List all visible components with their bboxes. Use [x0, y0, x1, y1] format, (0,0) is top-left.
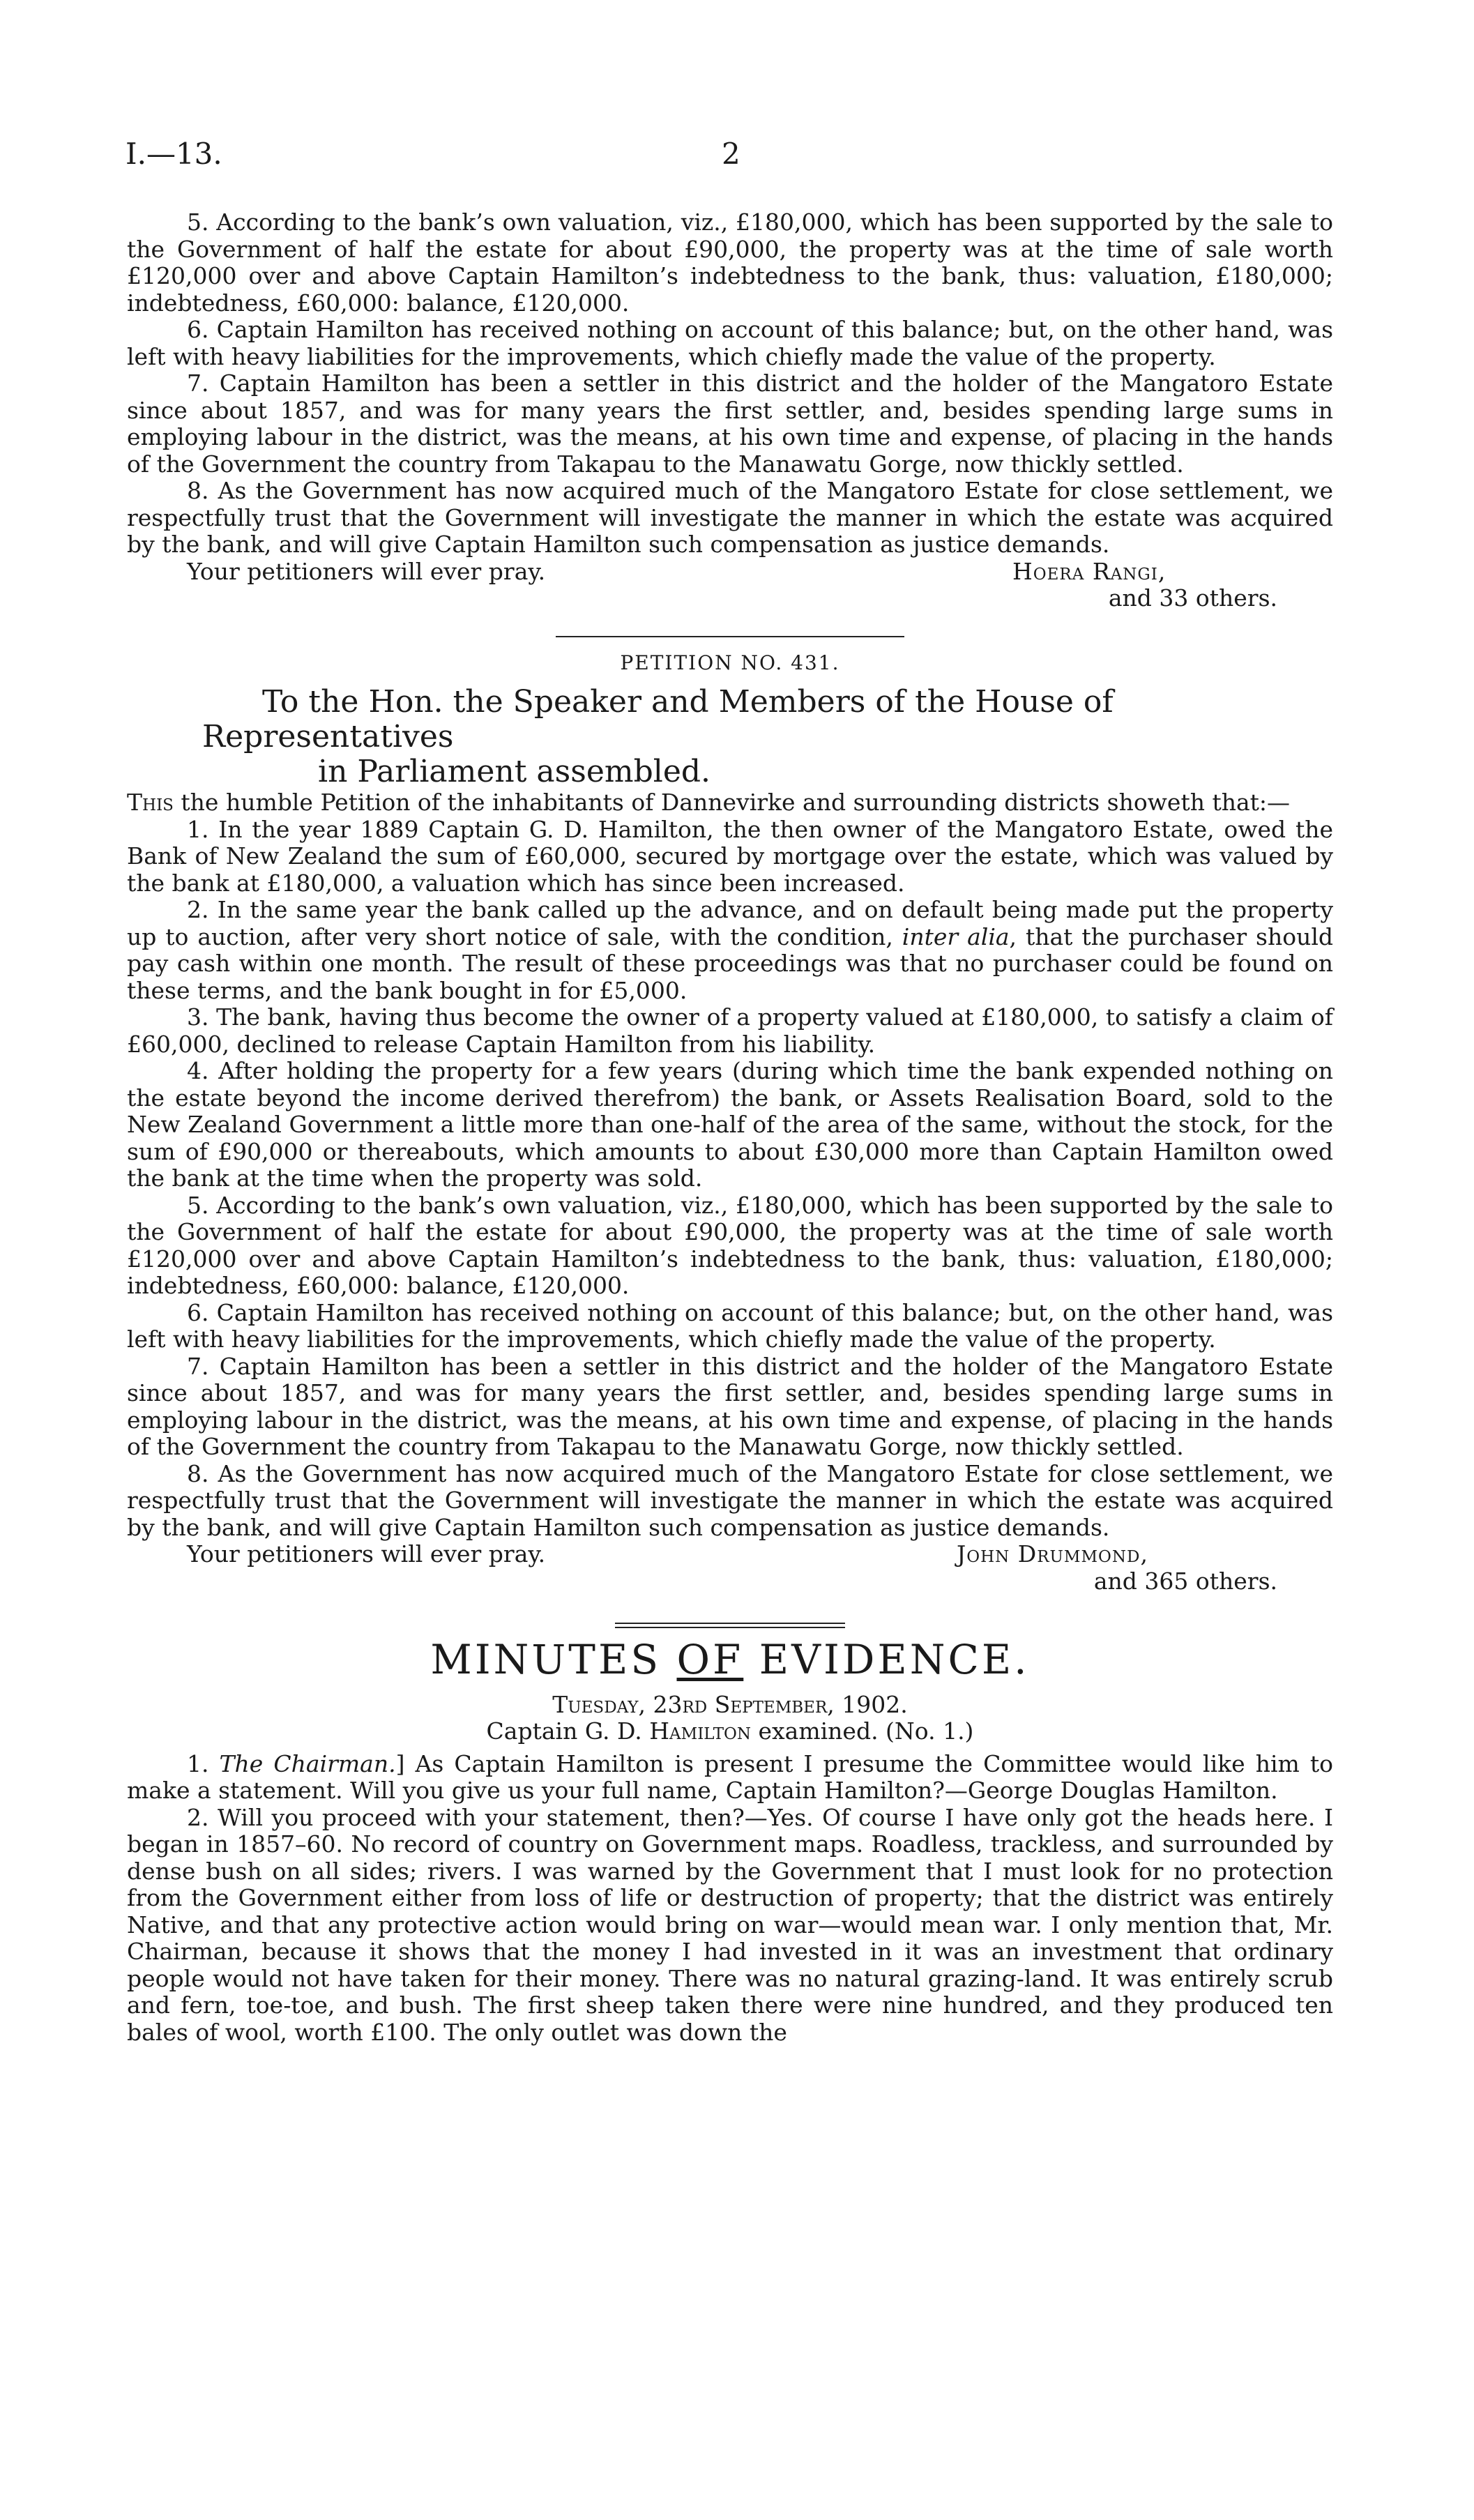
question-1 [127, 1751, 1333, 1805]
title-text: OF [676, 1636, 744, 1683]
signatory-name: Hoera Rangi, [1012, 557, 1167, 585]
sitting-date: Tuesday, 23rd September, 1902. [552, 1690, 908, 1718]
witness-heading [127, 1718, 1333, 1745]
minutes-title [127, 1636, 1333, 1683]
closing-prayer: Your petitioners will ever pray. [187, 557, 546, 585]
closing-prayer: Your petitioners will ever pray. [187, 1540, 546, 1568]
paragraph-text: , that the purchaser should pay cash within one month. The result of these proceedings was that no purchaser could be found on these terms, and the bank bought in for £5,000. [127, 923, 1333, 1004]
witness-text: Captain G. D. [486, 1717, 650, 1745]
paragraph: 1. In the year 1889 Captain G. D. Hamilton, the then owner of the Mangatoro Estate, owed the Bank of New Zealand the sum of £60,000, secured by mortgage over the estate, which was valued by the bank at £180,000, a valuation which has since been increased. [127, 815, 1333, 897]
paper-reference: I.—13. [126, 137, 222, 171]
petition-address [127, 685, 1333, 789]
page-header [126, 137, 1325, 179]
petition-431 [127, 650, 1333, 1595]
section-divider [556, 636, 904, 637]
paragraph [127, 897, 1333, 1004]
paragraph: 8. As the Government has now acquired much of the Mangatoro Estate for close settlement, we respectfully trust that the Government will investigate the manner in which the estate was acquired by the bank, and will give Captain Hamilton such compensation as justice demands. [127, 477, 1333, 558]
paragraph: 4. After holding the property for a few years (during which time the bank expended nothing on the estate beyond the income derived therefrom) the bank, or Assets Realisation Board, sold to the New Zealand Government a little more than one-half of the area of the same, without the stock, for the sum of £90,000 or thereabouts, which amounts to about £30,000 more than Captain Hamilton owed the bank at the time when the property was sold. [127, 1057, 1333, 1192]
paragraph: 7. Captain Hamilton has been a settler in this district and the holder of the Mangatoro Estate since about 1857, and was for many years the first settler, and, besides spending large sums in employing labour in the district, was the means, at his own time and expense, of placing in the hands of the Government the country from Takapau to the Manawatu Gorge, now thickly settled. [127, 1352, 1333, 1460]
witness-text: examined. (No. 1.) [751, 1717, 974, 1745]
title-text: MINUTES [430, 1636, 677, 1683]
question-number: 1. [187, 1749, 220, 1777]
paragraph: 6. Captain Hamilton has received nothing on account of this balance; but, on the other hand, was left with heavy liabilities for the improvements, which chiefly made the value of the property. [127, 316, 1333, 370]
witness-name: Hamilton [649, 1717, 752, 1745]
petition-intro [127, 789, 1333, 817]
other-signatories: and 33 others. [1108, 584, 1277, 612]
paragraph: 3. The bank, having thus become the owner of a property valued at £180,000, to satisfy a claim of £60,000, declined to release Captain Hamilton from his liability. [127, 1003, 1333, 1058]
paragraph: 5. According to the bank’s own valuation, viz., £180,000, which has been supported by the sale to the Government of half the estate for about £90,000, the property was at the time of sale worth £120,000 over and above Captain Hamilton’s indebtedness to the bank, thus: valuation, £180,000; indebtedness, £60,000: balance, £120,000. [127, 1191, 1333, 1299]
signature-line [127, 1541, 1333, 1568]
other-signatories: and 365 others. [1093, 1567, 1277, 1595]
minutes-of-evidence [127, 1636, 1333, 2046]
paragraph: 7. Captain Hamilton has been a settler in this district and the holder of the Mangatoro Estate since about 1857, and was for many years the first settler, and, besides spending large sums in employing labour in the district, was the means, at his own time and expense, of placing in the hands of the Government the country from Takapau to the Manawatu Gorge, now thickly settled. [127, 370, 1333, 478]
page-body [127, 209, 1333, 2046]
address-line-1: To the Hon. the Speaker and Members of the House of Representatives [202, 684, 1114, 754]
question-text: ] As Captain Hamilton is present I presume the Committee would like him to make a statement. Will you give us your full name, Captain Hamilton?—George Douglas Hamilton. [127, 1749, 1333, 1804]
title-text: EVIDENCE. [743, 1636, 1030, 1683]
signature-line [127, 559, 1333, 586]
paragraph: 5. According to the bank’s own valuation, viz., £180,000, which has been supported by the sale to the Government of half the estate for about £90,000, the property was at the time of sale worth £120,000 over and above Captain Hamilton’s indebtedness to the bank, thus: valuation, £180,000; indebtedness, £60,000: balance, £120,000. [127, 208, 1333, 317]
double-rule-divider [615, 1623, 845, 1628]
address-line-2: in Parliament assembled. [318, 754, 711, 789]
latin-phrase: inter alia [902, 923, 1010, 950]
intro-lead-word: This [127, 789, 174, 816]
paragraph-text: 2. In the same year the bank called up the advance, and on default being made put the property up to auction, after very short notice of sale, with the condition, [127, 896, 1333, 950]
previous-petition-continuation [127, 209, 1333, 612]
petition-heading: PETITION NO. 431. [620, 651, 840, 674]
page-number: 2 [722, 137, 740, 171]
paragraph: 6. Captain Hamilton has received nothing on account of this balance; but, on the other hand, was left with heavy liabilities for the improvements, which chiefly made the value of the property. [127, 1298, 1333, 1353]
paragraph: 8. As the Government has now acquired much of the Mangatoro Estate for close settlement, we respectfully trust that the Government will investigate the manner in which the estate was acquired by the bank, and will give Captain Hamilton such compensation as justice demands. [127, 1459, 1333, 1541]
speaker: The Chairman. [219, 1749, 396, 1777]
question-2: 2. Will you proceed with your statement, then?—Yes. Of course I have only got the heads here. I began in 1857–60. No record of country on Government maps. Roadless, trackless, and surrounded by dense bush on all sides; rivers. I was warned by the Government that I must look for no protection from the Government either from loss of life or destruction of property; that the district was entirely Native, and that any protective action would bring on war—would mean war. I only mention that, Mr. Chairman, because it shows that the money I had invested in it was an investment that ordinary people would not have taken for their money. There was no natural grazing-land. It was entirely scrub and fern, toe-toe, and bush. The first sheep taken there were nine hundred, and they produced ten bales of wool, worth £100. The only outlet was down the [127, 1803, 1333, 2046]
signatory-name: John Drummond, [957, 1540, 1148, 1568]
intro-text: the humble Petition of the inhabitants of Dannevirke and surrounding districts showeth that:— [173, 789, 1291, 816]
